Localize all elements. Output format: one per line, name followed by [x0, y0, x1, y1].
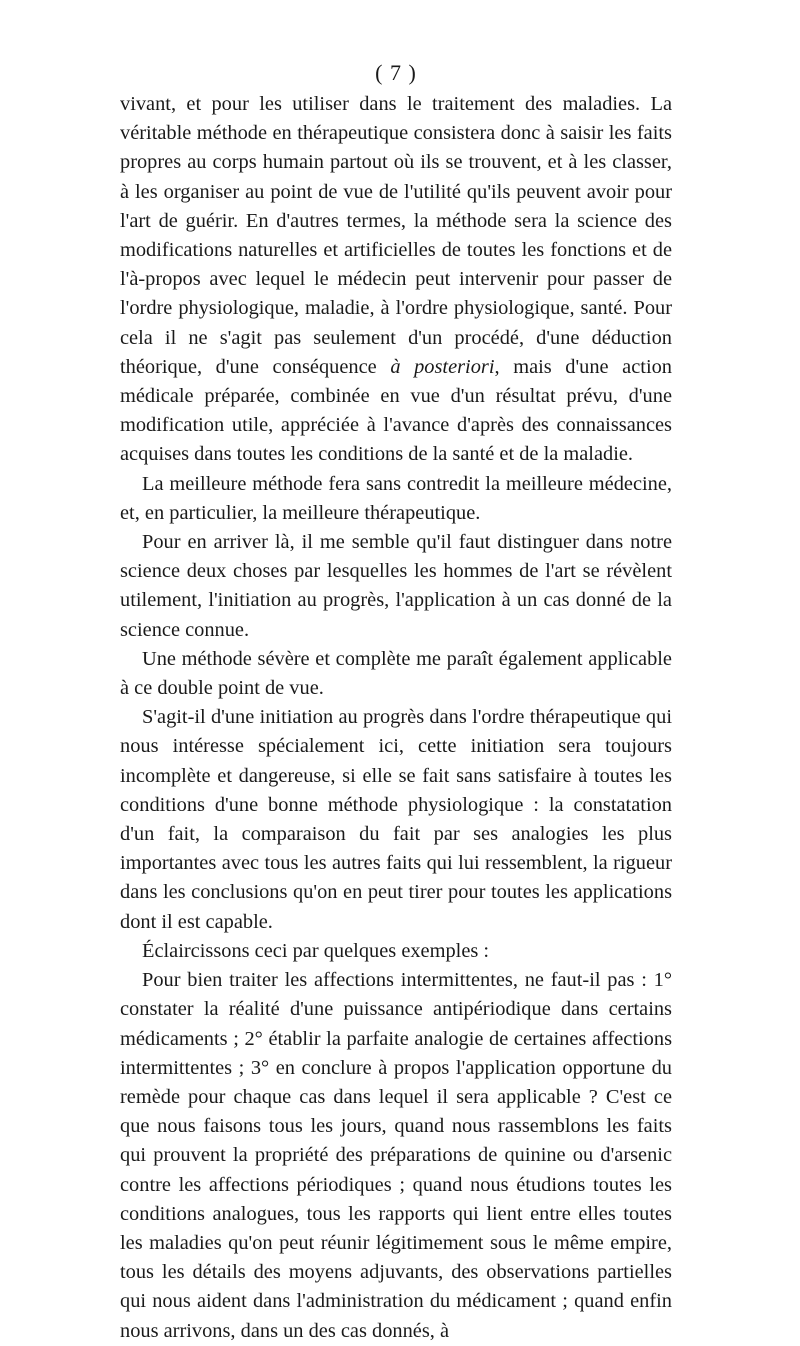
- text-run: Pour bien traiter les affections intermittentes, ne faut-il pas : 1° constater la réalité d'une puissance antipériodique dans certains médicaments ; 2° établir la parfaite analogie de certaines affections intermittentes ; 3° en conclure à propos l'application opportune du remède pour chaque cas dans lequel il sera applicable ? C'est ce que nous faisons tous les jours, quand nous rassemblons les faits qui prouvent la propriété des préparations de quinine ou d'arsenic contre les affections périodiques ; quand nous étudions toutes les conditions analogues, tous les rapports qui lient entre elles toutes les maladies qu'on peut réunir légitimement sous le même empire, tous les détails des moyens adjuvants, des observations partielles qui nous aident dans l'administration du médicament ; quand enfin nous arrivons, dans un des cas donnés, à: [120, 969, 672, 1342]
- paragraph: [120, 470, 672, 528]
- page-number: ( 7 ): [375, 60, 417, 85]
- body-text: [120, 90, 672, 1346]
- text-run: S'agit-il d'une initiation au progrès dans l'ordre thérapeutique qui nous intéresse spécialement ici, cette initiation sera toujours incomplète et dangereuse, si elle se fait sans satisfaire à toutes les conditions d'une bonne méthode physiologique : la constatation d'un fait, la comparaison du fait par ses analogies les plus importantes avec tous les autres faits qui lui ressemblent, la rigueur dans les conclusions qu'on en peut tirer pour toutes les applications dont il est capable.: [120, 706, 672, 933]
- text-run: vivant, et pour les utiliser dans le traitement des maladies. La véritable méthode en thérapeutique consistera donc à saisir les faits propres au corps humain partout où ils se trouvent, et à les classer, à les organiser au point de vue de l'utilité qu'ils peuvent avoir pour l'art de guérir. En d'autres termes, la méthode sera la science des modifications naturelles et artificielles de toutes les fonctions et de l'à-propos avec lequel le médecin peut intervenir pour passer de l'ordre physiologique, maladie, à l'ordre physiologique, santé. Pour cela il ne s'agit pas seulement d'un procédé, d'une déduction théorique, d'une conséquence: [120, 93, 672, 378]
- text-run: La meilleure méthode fera sans contredit la meilleure médecine, et, en particulier, la meilleure thérapeutique.: [120, 472, 672, 524]
- text-run: Une méthode sévère et complète me paraît également applicable à ce double point de vue.: [120, 647, 672, 700]
- paragraph: [120, 90, 672, 470]
- paragraph: [120, 645, 672, 703]
- text-run: , mais d'une action médicale préparée, combinée en vue d'un résultat prévu, d'une modification utile, appréciée à l'avance d'après des connaissances acquises dans toutes les conditions de la santé et de la maladie.: [120, 355, 672, 466]
- paragraph: [120, 966, 672, 1346]
- text-run: Éclaircissons ceci par quelques exemples :: [142, 939, 490, 962]
- paragraph: [120, 703, 672, 937]
- italic-phrase: à posteriori: [390, 355, 495, 378]
- paragraph: [120, 528, 672, 645]
- text-run: Pour en arriver là, il me semble qu'il faut distinguer dans notre science deux choses par lesquelles les hommes de l'art se révèlent utilement, l'initiation au progrès, l'application à un cas donné de la science connue.: [120, 531, 672, 641]
- paragraph: [120, 937, 672, 966]
